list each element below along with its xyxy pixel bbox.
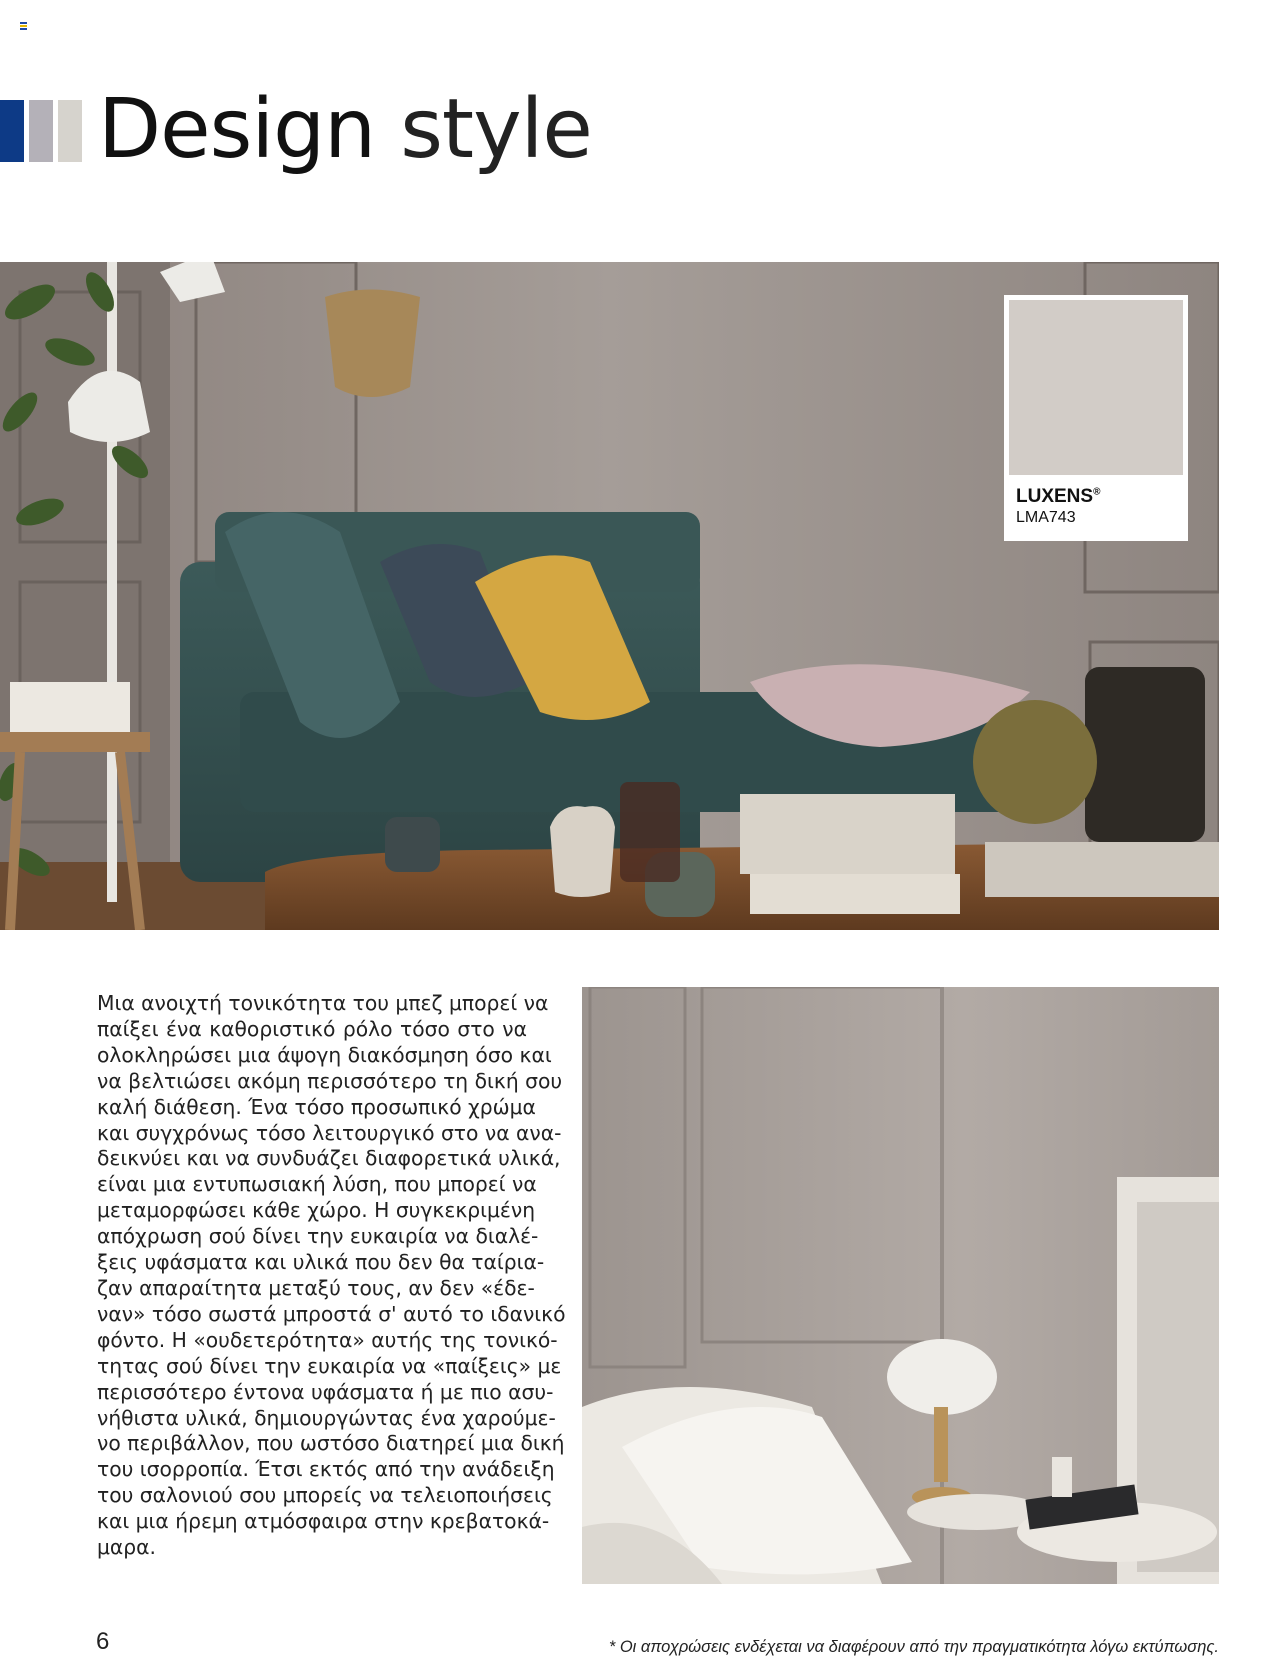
body-text-line: Μια ανοιχτή τονικότητα του μπεζ μπορεί να [97,991,549,1015]
body-text-line: να βελτιώσει ακόμη περισσότερο τη δική σου [97,1068,563,1093]
color-swatch [1009,300,1183,475]
title-bar-gray [29,100,53,162]
body-text-line: καλή διάθεση. Ένα τόσο προσωπικό χρώμα [97,1094,536,1119]
body-text-line: είναι μια εντυπωσιακή λύση, που μπορεί να [97,1172,537,1197]
body-text-line: φόντο. Η «ουδετερότητα» αυτής της τονικό- [97,1327,558,1352]
title-bar-beige [58,100,82,162]
page-title-word2: style [400,82,592,177]
body-text-line: ζαν απαραίτητα μεταξύ τους, αν δεν «έδε- [97,1275,535,1300]
color-swatch-card [1004,295,1188,541]
body-text-line: μαρα. [97,1535,156,1560]
body-text-line: νήθιστα υλικά, δημιουργώντας ένα χαρούμε- [97,1405,556,1430]
footnote: * Οι αποχρώσεις ενδέχεται να διαφέρουν από την πραγματικότητα λόγω εκτύπωσης. [608,1638,1219,1656]
body-text-line: δεικνύει και να συνδυάζει διαφορετικά υλικά, [97,1146,561,1171]
body-text-line: και μια ήρεμη ατμόσφαιρα στην κρεβατοκά- [97,1509,550,1534]
body-text-line: του ισορροπία. Έτσι εκτός από την ανάδειξη [97,1457,555,1482]
body-text-line: τητας σού δίνει την ευκαιρία να «παίξεις» με [97,1353,562,1378]
page-title-word1: Design [98,82,376,177]
body-text [97,991,566,1561]
body-text-line: ολοκληρώσει μια άψογη διακόσμηση όσο και [97,1042,552,1067]
body-text-line: απόχρωση σού δίνει την ευκαιρία να διαλέ- [97,1224,539,1249]
body-text-line: ξεις υφάσματα και υλικά που δεν θα ταίρια- [97,1250,545,1275]
body-text-line: και συγχρόνως τόσο λειτουργικό στο να ανα- [97,1120,562,1145]
body-text-line: μεταμορφώσει κάθε χώρο. Η συγκεκριμένη [97,1198,536,1223]
bedroom-photo [582,987,1219,1584]
title-bar-blue [0,100,24,162]
body-text-line: ναν» τόσο σωστά μπροστά σ' αυτό το ιδανικό [97,1301,566,1326]
swatch-brand: LUXENS® [1016,486,1101,507]
body-text-line: παίξει ένα καθοριστικό ρόλο τόσο στο να [97,1016,527,1041]
body-text-line: περισσότερο έντονα υφάσματα ή με πιο ασυ- [97,1379,554,1404]
page-number: 6 [96,1628,110,1655]
body-text-line: νο περιβάλλον, που ωστόσο διατηρεί μια δική [97,1431,565,1456]
swatch-code: LMA743 [1016,509,1076,526]
corner-flag-icon [20,22,27,29]
page-title [98,80,592,180]
body-text-line: του σαλονιού σου μπορείς να τελειοποιήσεις [97,1483,553,1508]
